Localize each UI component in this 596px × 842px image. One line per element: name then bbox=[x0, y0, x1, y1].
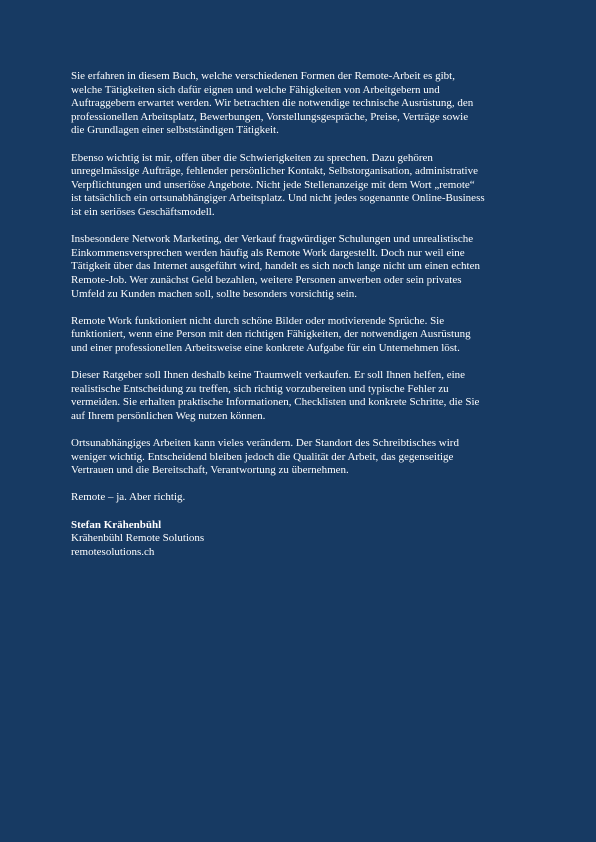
closing-line: Remote – ja. Aber richtig. bbox=[71, 491, 186, 504]
difficulties-paragraph: Ebenso wichtig ist mir, offen über die Schwierigkeiten zu sprechen. Dazu gehören unregelmässige Aufträge, fehlender persönlicher Kontakt, Selbstorganisation, administrative Verpflichtungen und unseriöse Angebote. Nicht jede Stellenanzeige mit dem Wort „remote“ ist tatsächlich ein ortsunabhängiger Arbeitsplatz. Und nicht jedes sogenannte Online-Business ist ein seriöses Geschäftsmodell. bbox=[71, 151, 485, 218]
warning-paragraph: Insbesondere Network Marketing, der Verkauf fragwürdiger Schulungen und unrealistische Einkommensversprechen werden häufig als Remote Work dargestellt. Doch nur weil eine Tätigkeit über das Internet ausgeführt wird, handelt es sich noch lange nicht um einen echten Remote-Job. Wer zunächst Geld bezahlen, weitere Personen anwerben oder sein privates Umfeld zu Kunden machen soll, sollte besonders vorsichtig sein. bbox=[71, 233, 480, 300]
intro-paragraph: Sie erfahren in diesem Buch, welche verschiedenen Formen der Remote-Arbeit es gibt, welche Tätigkeiten sich dafür eignen und welche Fähigkeiten von Arbeitgebern und Auftraggebern erwartet werden. Wir betrachten die notwendige technische Ausrüstung, den professionellen Arbeitsplatz, Bewerbungen, Vorstellungsgespräche, Preise, Verträge sowie die Grundlagen einer selbstständigen Tätigkeit. bbox=[71, 70, 474, 137]
company-name: Krähenbühl Remote Solutions bbox=[71, 532, 205, 545]
signature-block bbox=[71, 519, 531, 560]
website-text: remotesolutions.ch bbox=[71, 545, 155, 558]
location-independent-paragraph: Ortsunabhängiges Arbeiten kann vieles verändern. Der Standort des Schreibtisches wird weniger wichtig. Entscheidend bleiben jedoch die Qualität der Arbeit, das gegenseitige Vertrauen und die Bereitschaft, Verantwortung zu übernehmen. bbox=[71, 437, 459, 477]
author-name: Stefan Krähenbühl bbox=[71, 518, 162, 531]
document-body bbox=[71, 70, 531, 559]
guide-purpose-paragraph: Dieser Ratgeber soll Ihnen deshalb keine Traumwelt verkaufen. Er soll Ihnen helfen, eine realistische Entscheidung zu treffen, sich richtig vorzubereiten und typische Fehler zu vermeiden. Sie erhalten praktische Informationen, Checklisten und konkrete Schritte, die Sie auf Ihrem persönlichen Weg nutzen können. bbox=[71, 369, 480, 422]
remote-work-paragraph: Remote Work funktioniert nicht durch schöne Bilder oder motivierende Sprüche. Sie funktioniert, wenn eine Person mit den richtigen Fähigkeiten, der notwendigen Ausrüstung und einer professionellen Arbeitsweise eine konkrete Aufgabe für ein Unternehmen löst. bbox=[71, 314, 471, 354]
